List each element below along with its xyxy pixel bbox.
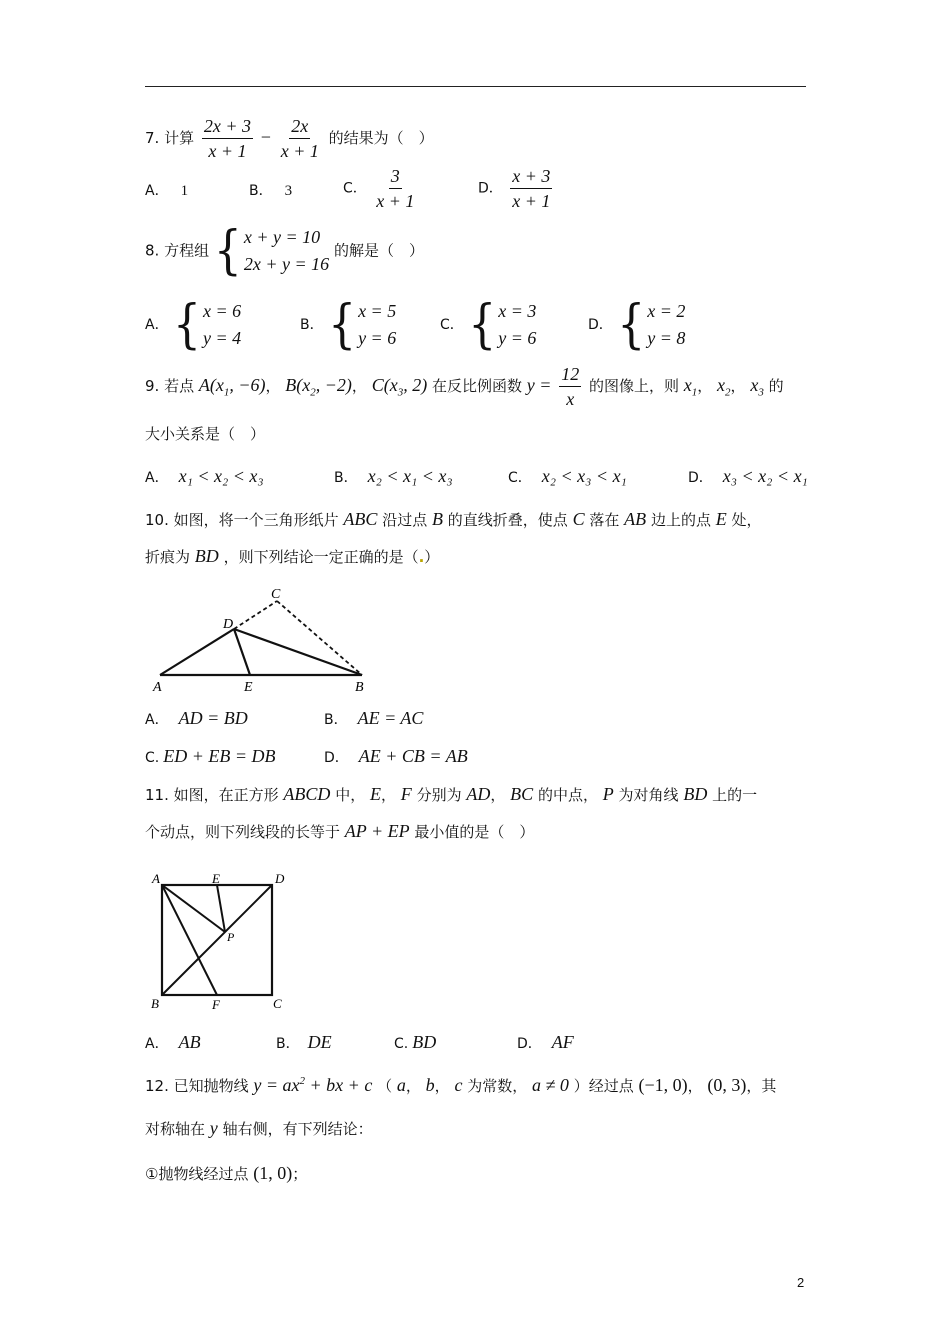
q9-x2-sub: 2 [725, 386, 731, 399]
brace-icon: { [328, 293, 357, 355]
q10-option-a-value: AD = BD [178, 708, 248, 728]
q10-fig-label-a: A [153, 680, 162, 695]
q11-bd: BD [683, 784, 708, 804]
q8-option-d-label: D． [588, 317, 613, 333]
q12-eq-rest: + bx + c [305, 1075, 373, 1095]
q11-fig-label-e: E [212, 871, 220, 886]
q7-option-c-den: x + 1 [376, 191, 415, 211]
q11-text-f: 上的一 [712, 786, 758, 804]
q10-abc: ABC [343, 509, 378, 529]
q12-paren-open: （ [377, 1077, 393, 1095]
q8-option-c-line2: y = 6 [498, 328, 537, 348]
q7-option-a [145, 180, 188, 200]
q10-option-b-label: B． [324, 712, 348, 728]
q12-tail: ，其 [746, 1077, 777, 1095]
q12-line3-b: ； [292, 1165, 308, 1183]
q7-fraction-1 [202, 116, 253, 161]
q7-stem [145, 116, 434, 161]
q10-fig-label-d: D [223, 617, 234, 632]
brace-icon: { [213, 219, 242, 281]
q10-text-f: 处， [731, 511, 762, 529]
q12-eq: y = ax [253, 1075, 300, 1095]
q10-b: B [431, 509, 443, 529]
q9-option-b-label: B． [334, 470, 358, 486]
q8-option-c-system [468, 293, 537, 355]
q9-point-a-rest: , −6) [229, 375, 266, 395]
q12-eq-sup: 2 [299, 1075, 306, 1087]
q11-fig-diagonal-bd [162, 885, 272, 995]
q7-option-d-label: D． [478, 180, 503, 197]
q9-point-a: A(x [198, 375, 224, 395]
q11-fig-line-ep [217, 885, 225, 932]
q9-x3: x [750, 375, 759, 395]
q10-stem-line1 [145, 509, 762, 530]
q8-option-b-line2: y = 6 [358, 328, 397, 348]
q10-option-a-label: A． [145, 712, 169, 728]
q9-function-num: 12 [559, 364, 581, 387]
q9-point-a-sub: 1 [223, 386, 230, 399]
q11-fig-label-b: B [151, 996, 159, 1011]
q9-function-den: x [566, 389, 575, 409]
brace-icon: { [617, 293, 646, 355]
header-rule [145, 86, 806, 87]
q11-text-d: 的中点， [537, 786, 598, 804]
q10-figure [150, 585, 380, 695]
q11-option-d [517, 1032, 574, 1053]
q7-option-b [249, 180, 292, 200]
q11-text-c: 分别为 [416, 786, 462, 804]
q7-fraction-2 [279, 116, 321, 161]
q11-fig-label-f: F [212, 997, 220, 1012]
q12-pt2: (0, 3) [707, 1075, 747, 1095]
q12-aneq: a ≠ 0 [532, 1075, 569, 1095]
q7-option-c-label: C． [343, 180, 367, 197]
q7-frac2-num: 2x [289, 116, 310, 139]
q12-pt3: (1, 0) [253, 1163, 293, 1183]
q10-option-c-label: C. [145, 750, 160, 766]
q10-ab: AB [624, 509, 647, 529]
page-number: 2 [797, 1275, 805, 1290]
q11-option-c [394, 1032, 436, 1053]
q11-option-b [276, 1032, 332, 1053]
q8-eq1: x + y = 10 [243, 227, 321, 247]
q10-bd: BD [194, 546, 219, 566]
q9-point-b-rest: , −2) [315, 375, 352, 395]
q10-dot: . [418, 548, 425, 566]
q11-comma-1: ， [380, 786, 396, 804]
q7-option-a-label: A． [145, 183, 169, 199]
q8-option-b [300, 293, 397, 355]
q10-fig-line-ad [160, 629, 234, 675]
q7-option-a-value: 1 [180, 183, 189, 199]
q7-option-b-value: 3 [284, 183, 293, 199]
q10-fig-line-db [234, 629, 362, 675]
q10-line2-a: 折痕为 [145, 548, 191, 566]
q8-option-a-line2: y = 4 [203, 328, 242, 348]
q8-option-d-system [617, 293, 686, 355]
q10-option-b [324, 708, 423, 729]
q11-f: F [400, 784, 412, 804]
q10-e: E [715, 509, 727, 529]
q12-pt1: (−1, 0) [638, 1075, 688, 1095]
q8-option-a-line1: x = 6 [203, 301, 242, 321]
q9-option-b-value: x₂ < x₁ < x₃ [367, 466, 453, 486]
q10-text-c: 的直线折叠，使点 [447, 511, 568, 529]
q8-option-a [145, 293, 242, 355]
q10-text-b: 沿过点 [382, 511, 428, 529]
q9-after: 的图像上，则 [588, 377, 679, 395]
q9-point-b: B(x [285, 375, 311, 395]
q8-option-b-system [328, 293, 397, 355]
q11-line2-a: 个动点，则下列线段的长等于 [145, 823, 341, 841]
q11-fig-label-a: A [152, 871, 160, 886]
q11-text-b: 中， [335, 786, 366, 804]
q11-option-d-label: D． [517, 1036, 542, 1052]
q10-option-a [145, 708, 248, 729]
q9-prefix: 9. 若点 [145, 377, 195, 395]
q10-option-c [145, 746, 276, 767]
q11-text-e: 为对角线 [618, 786, 679, 804]
q11-option-a-label: A． [145, 1036, 169, 1052]
q9-option-a-label: A． [145, 470, 169, 486]
q8-option-b-label: B． [300, 317, 324, 333]
q11-p: P [602, 784, 614, 804]
q12-b: b [425, 1075, 435, 1095]
q12-line2-b: 轴右侧，有下列结论： [222, 1120, 373, 1138]
q10-fig-label-e: E [244, 680, 253, 695]
q7-option-c [343, 166, 419, 211]
brace-icon: { [173, 293, 202, 355]
q12-c: c [454, 1075, 463, 1095]
q9-option-c-value: x₂ < x₃ < x₁ [541, 466, 627, 486]
q11-ad: AD [466, 784, 491, 804]
q11-comma-2: ， [490, 786, 506, 804]
q8-stem [145, 219, 424, 281]
q11-option-c-label: C. [394, 1036, 409, 1052]
q11-bc: BC [510, 784, 534, 804]
q8-option-d-line2: y = 8 [647, 328, 686, 348]
q9-option-d-value: x₃ < x₂ < x₁ [722, 466, 808, 486]
q7-frac1-den: x + 1 [208, 141, 247, 161]
q10-stem-line2 [145, 546, 439, 567]
q11-abcd: ABCD [283, 784, 331, 804]
q8-eq2: 2x + y = 16 [243, 254, 330, 274]
q9-option-c-label: C． [508, 470, 532, 486]
q12-a: a [396, 1075, 406, 1095]
q9-stem-line2: 大小关系是（ ） [145, 425, 266, 443]
q10-c: C [572, 509, 585, 529]
q9-stem-line1: 9. 若点 $A(x_1$, −6)， $B(x_2$, −2)， $C(x_3$, 2) 在反比例函数 y = $\frac{12}{x}$ 的图像上，则 $x_1$， $x_2$， $x_3$ 的 [145, 364, 784, 409]
q11-option-b-value: DE [307, 1032, 332, 1052]
q10-line2-c: ） [424, 548, 440, 566]
q11-expr: AP + EP [344, 821, 410, 841]
q10-option-d [324, 746, 468, 767]
q8-option-a-system [173, 293, 242, 355]
q10-fig-line-de [234, 629, 250, 675]
q7-option-d-fraction [510, 166, 552, 211]
q12-line2-a: 对称轴在 [145, 1120, 206, 1138]
q7-option-d [478, 166, 555, 211]
q10-option-d-label: D． [324, 750, 349, 766]
q7-suffix: 的结果为（ ） [328, 129, 434, 147]
q12-line3-a: ①抛物线经过点 [145, 1165, 249, 1183]
q11-figure [148, 868, 298, 1013]
q8-prefix: 8. 方程组 [145, 241, 210, 260]
q11-fig-label-c: C [273, 996, 282, 1011]
q9-function-lhs: y = [526, 375, 552, 395]
q9-option-a-value: x₁ < x₂ < x₃ [178, 466, 264, 486]
q9-option-b [334, 466, 453, 487]
q11-stem-line2 [145, 821, 534, 842]
q12-paren-close: ）经过点 [573, 1077, 634, 1095]
q11-option-c-value: BD [412, 1032, 437, 1052]
q8-suffix: 的解是（ ） [333, 241, 424, 260]
q9-point-c: C(x [371, 375, 398, 395]
q7-option-c-fraction [374, 166, 416, 211]
q12-y: y [209, 1118, 218, 1138]
q12-const: 为常数， [467, 1077, 528, 1095]
q10-fig-line-dc [234, 601, 277, 629]
q10-option-c-value: ED + EB = DB [163, 746, 276, 766]
q10-fig-label-b: B [355, 680, 364, 695]
q7-option-b-label: B． [249, 183, 273, 199]
q8-option-c-line1: x = 3 [498, 301, 537, 321]
q9-mid: 在反比例函数 [431, 377, 522, 395]
q11-option-a-value: AB [178, 1032, 201, 1052]
q9-option-d-label: D． [688, 470, 713, 486]
q9-point-c-sub: 3 [397, 386, 404, 399]
q7-prefix: 7. 计算 [145, 129, 195, 147]
q9-point-b-sub: 2 [310, 386, 316, 399]
q8-option-a-label: A． [145, 317, 169, 333]
q10-text-e: 边上的点 [650, 511, 711, 529]
q12-stem-line1: 12. 已知抛物线 $y = ax^2$ + bx + c （ a， b， c 为常数， a ≠ 0 ）经过点 (−1, 0)， (0, 3)，其 [145, 1075, 777, 1095]
q10-fig-line-cb [277, 601, 362, 675]
q11-line2-b: 最小值的是（ ） [414, 823, 535, 841]
q8-option-b-line1: x = 5 [358, 301, 397, 321]
q7-option-d-den: x + 1 [512, 191, 551, 211]
q7-frac1-num: 2x + 3 [202, 116, 253, 139]
q9-point-c-rest: , 2) [403, 375, 428, 395]
q7-minus: − [260, 127, 271, 147]
q11-fig-label-d: D [275, 871, 285, 886]
q11-fig-line-af [162, 885, 217, 995]
q7-option-c-num: 3 [389, 166, 402, 189]
q9-x1: x [683, 375, 692, 395]
q10-fig-label-c: C [271, 587, 281, 602]
brace-icon: { [468, 293, 497, 355]
q11-option-a [145, 1032, 201, 1053]
q9-end: 的 [768, 377, 784, 395]
q9-x3-sub: 3 [758, 386, 764, 399]
q8-option-d-line1: x = 2 [647, 301, 686, 321]
q8-option-d [588, 293, 686, 355]
q11-text-a: 11. 如图，在正方形 [145, 786, 279, 804]
q12-text-a: 12. 已知抛物线 [145, 1077, 249, 1095]
q10-text-d: 落在 [589, 511, 620, 529]
q11-fig-line-ap [162, 885, 225, 932]
q10-option-b-value: AE = AC [357, 708, 424, 728]
q11-fig-label-p: P [227, 930, 235, 944]
q7-frac2-den: x + 1 [280, 141, 319, 161]
q8-option-c-label: C． [440, 317, 464, 333]
q11-option-d-value: AF [551, 1032, 574, 1052]
q10-line2-b: ，则下列结论一定正确的是（ [223, 548, 419, 566]
q9-function-fraction [559, 364, 581, 409]
q9-option-d [688, 466, 808, 487]
q11-e: E [369, 784, 381, 804]
q10-option-d-value: AE + CB = AB [358, 746, 468, 766]
q7-option-d-num: x + 3 [510, 166, 552, 189]
q9-option-c [508, 466, 627, 487]
q9-x1-sub: 1 [691, 386, 698, 399]
q11-stem-line1 [145, 784, 757, 805]
q8-system [213, 219, 330, 281]
q8-option-c [440, 293, 537, 355]
q10-text-a: 10. 如图，将一个三角形纸片 [145, 511, 339, 529]
q9-option-a [145, 466, 264, 487]
q9-x2: x [717, 375, 726, 395]
q12-stem-line2 [145, 1118, 373, 1139]
q11-option-b-label: B． [276, 1036, 300, 1052]
q12-statement-1 [145, 1163, 307, 1184]
